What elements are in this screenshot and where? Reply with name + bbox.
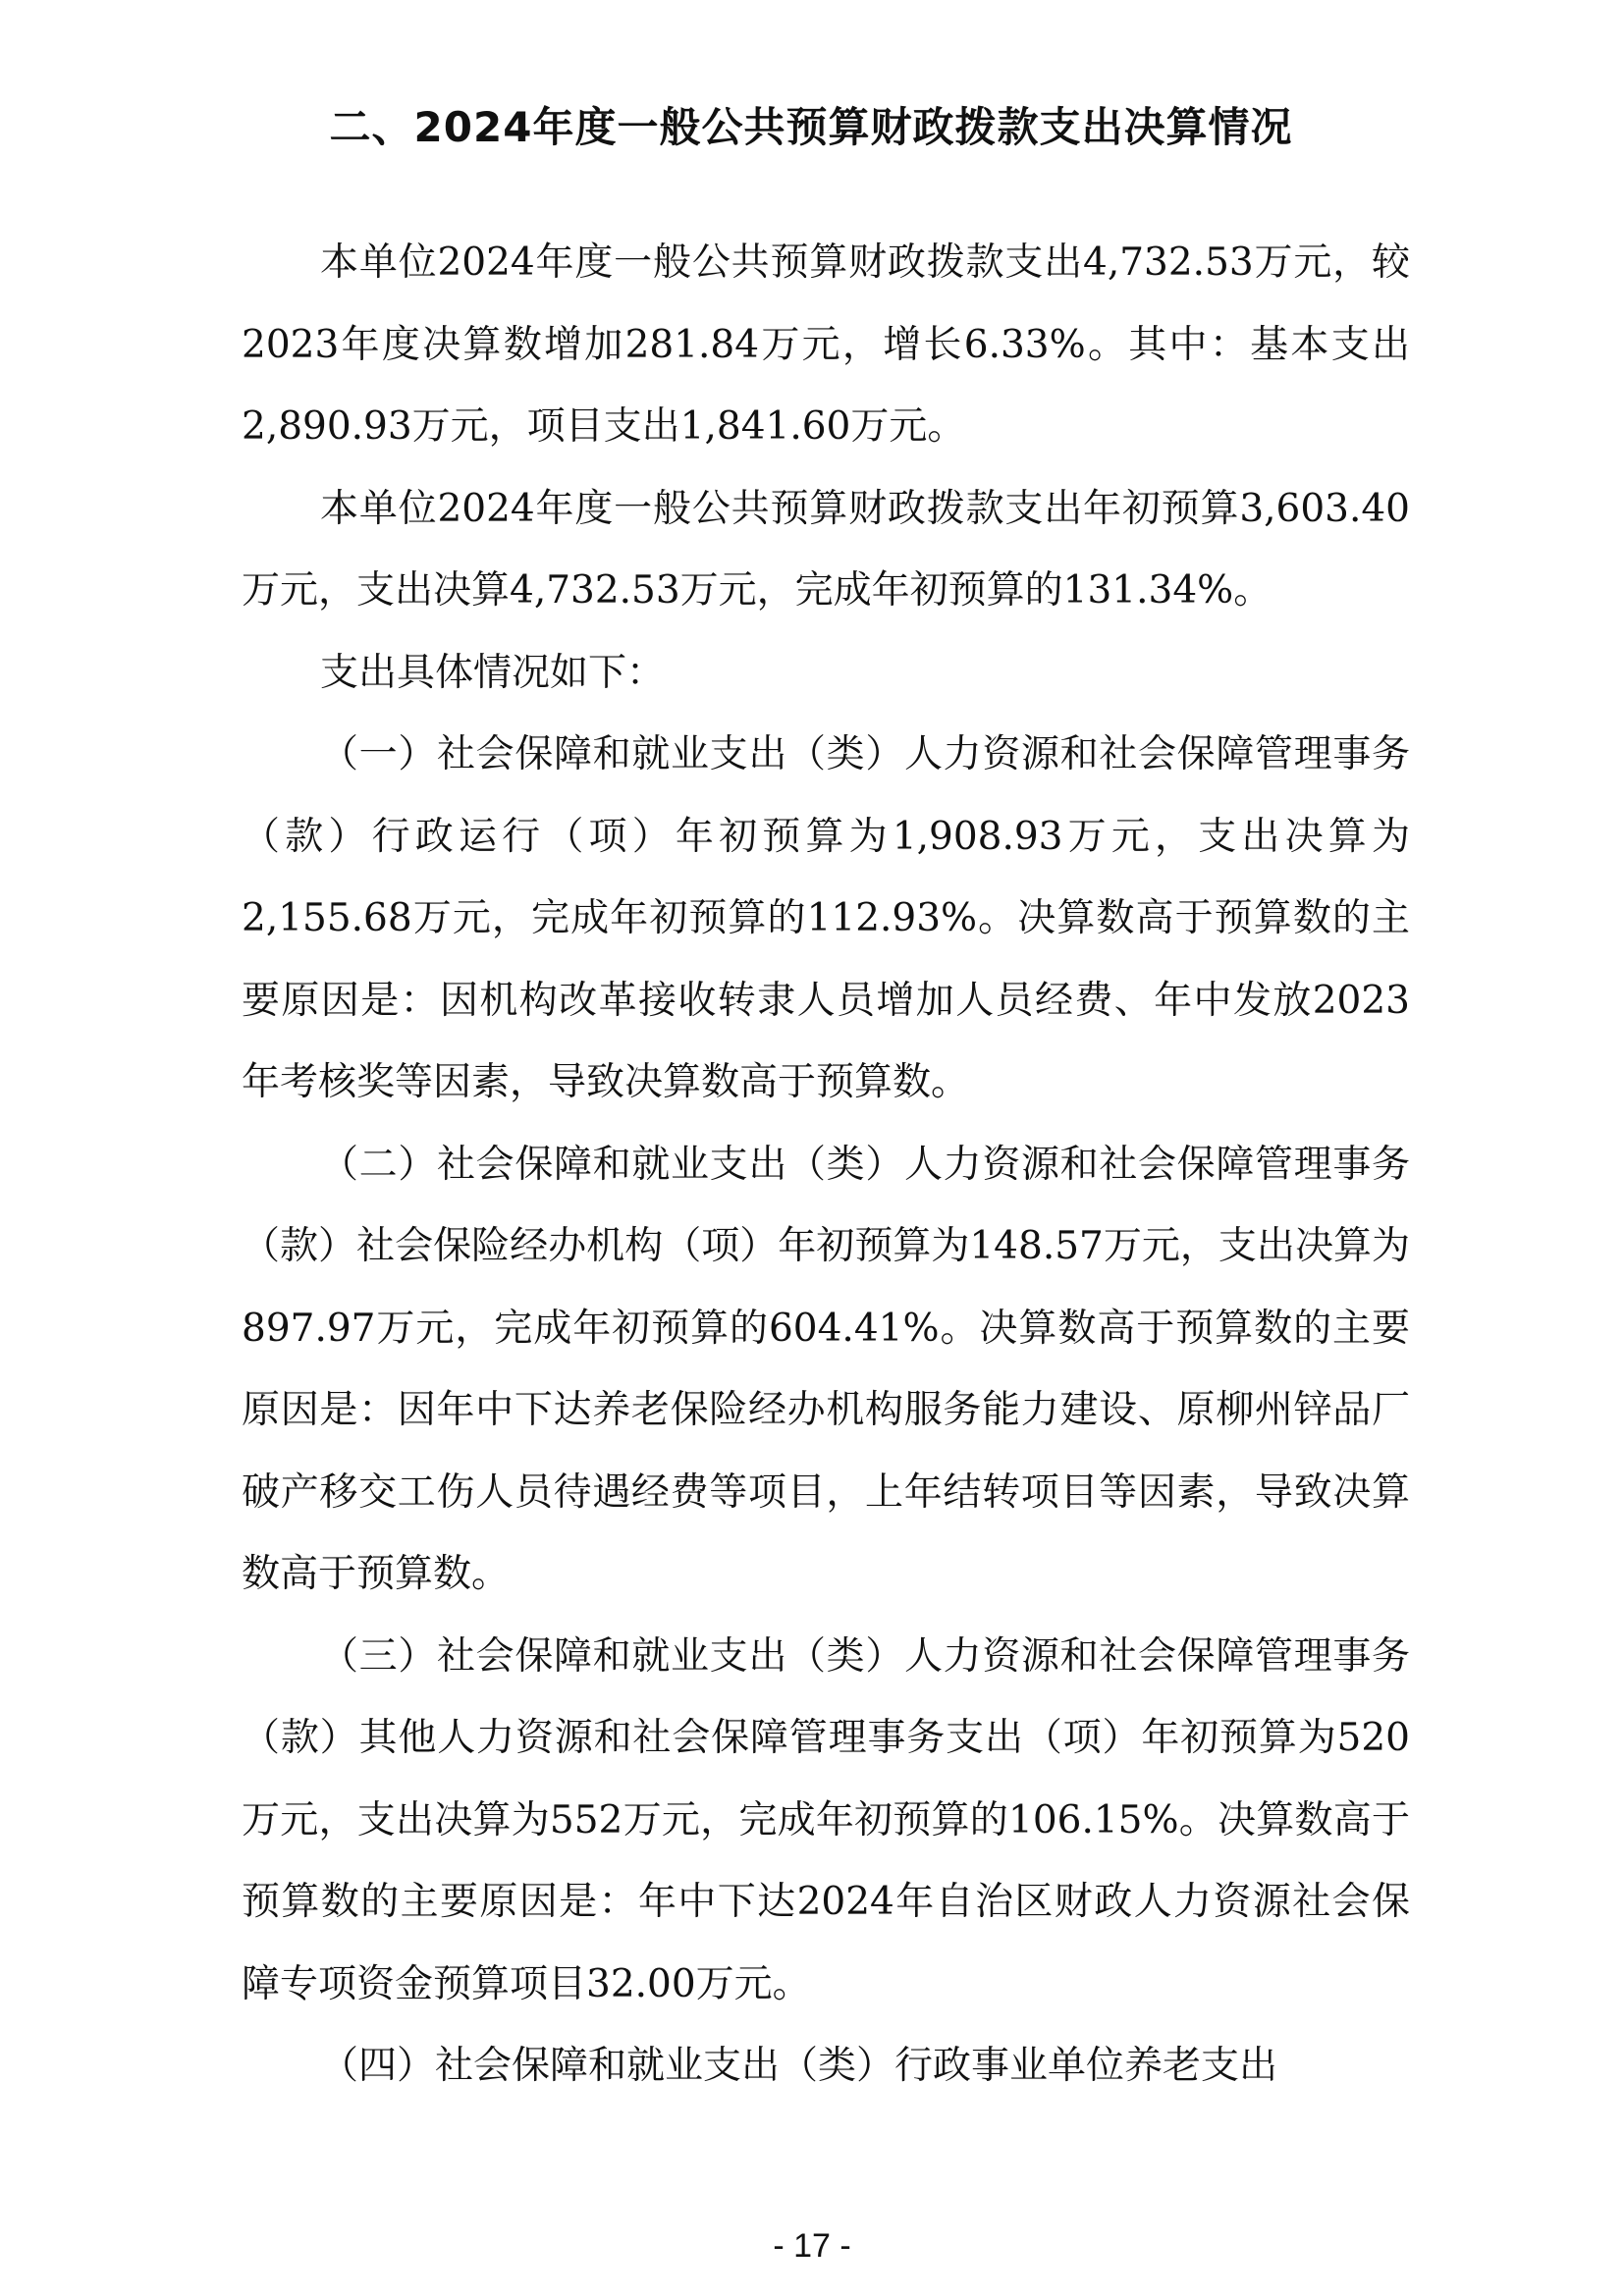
- page-number: - 17 -: [773, 2227, 851, 2265]
- paragraph-details-intro: 支出具体情况如下：: [320, 650, 666, 695]
- paragraph-budget-completion: 本单位2024年度一般公共预算财政拨款支出年初预算3,603.40万元，支出决算4,732.53万元，完成年初预算的131.34%。: [242, 486, 1410, 613]
- section-title: 二、2024年度一般公共预算财政拨款支出决算情况: [329, 103, 1293, 151]
- paragraph-item-3: （三）社会保障和就业支出（类）人力资源和社会保障管理事务（款）其他人力资源和社会保障管理事务支出（项）年初预算为520万元，支出决算为552万元，完成年初预算的106.15%。决算数高于预算数的主要原因是：年中下达2024年自治区财政人力资源社会保障专项资金预算项目32.00万元。: [242, 1633, 1410, 2006]
- paragraph-total-expenditure: 本单位2024年度一般公共预算财政拨款支出4,732.53万元，较2023年度决算数增加281.84万元，增长6.33%。其中：基本支出2,890.93万元，项目支出1,841.60万元。: [242, 240, 1410, 449]
- paragraph-item-1: （一）社会保障和就业支出（类）人力资源和社会保障管理事务（款）行政运行（项）年初预算为1,908.93万元，支出决算为2,155.68万元，完成年初预算的112.93%。决算数高于预算数的主要原因是：因机构改革接收转隶人员增加人员经费、年中发放2023年考核奖等因素，导致决算数高于预算数。: [242, 732, 1410, 1104]
- paragraph-item-4: （四）社会保障和就业支出（类）行政事业单位养老支出: [320, 2044, 1278, 2088]
- body-text: [242, 222, 1410, 2108]
- paragraph-item-2: （二）社会保障和就业支出（类）人力资源和社会保障管理事务（款）社会保险经办机构（项）年初预算为148.57万元，支出决算为897.97万元，完成年初预算的604.41%。决算数高于预算数的主要原因是：因年中下达养老保险经办机构服务能力建设、原柳州锌品厂破产移交工伤人员待遇经费等项目，上年结转项目等因素，导致决算数高于预算数。: [242, 1142, 1410, 1596]
